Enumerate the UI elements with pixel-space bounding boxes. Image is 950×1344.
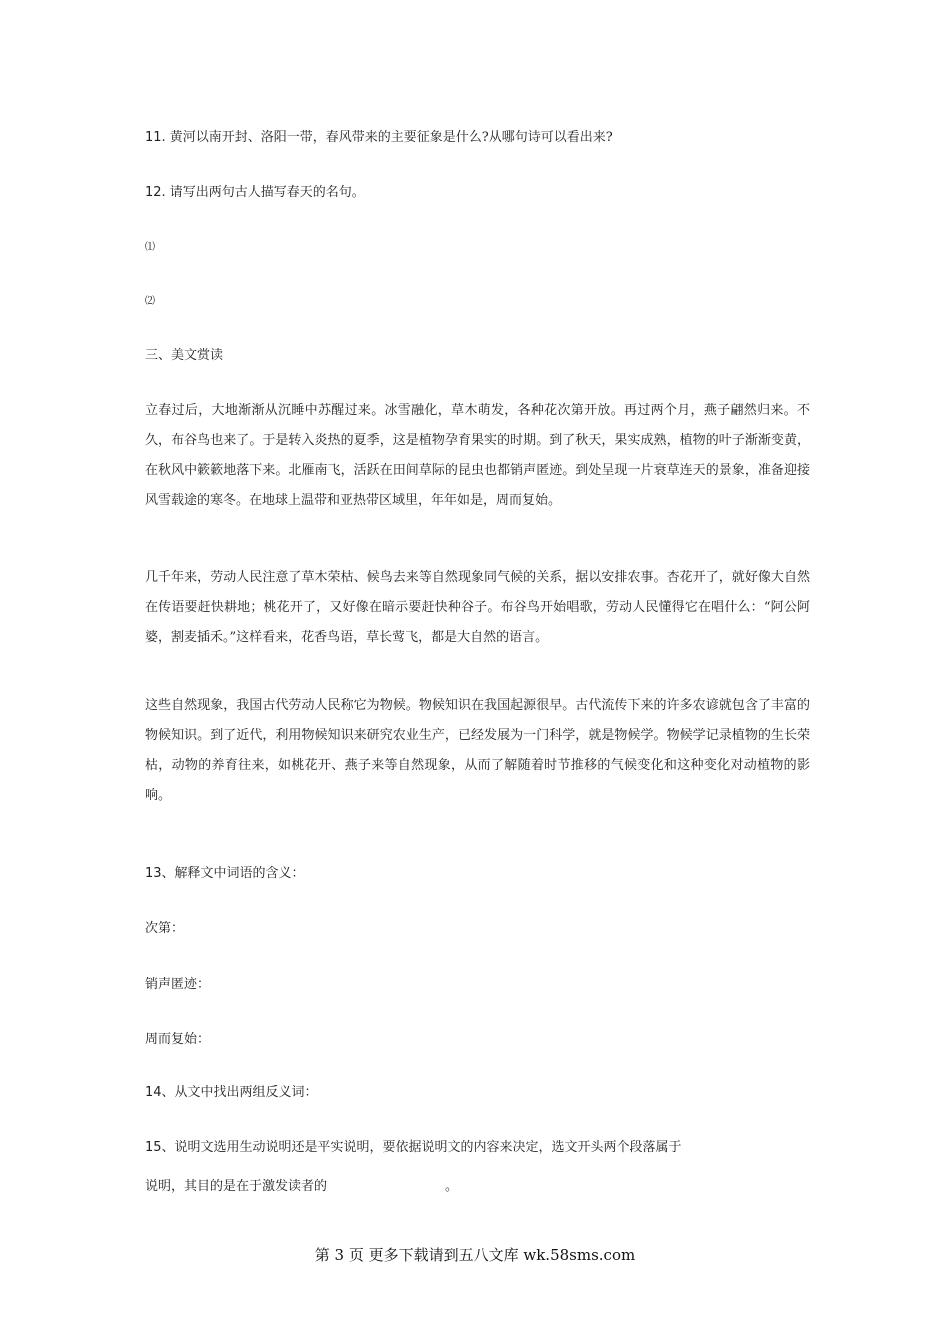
term-xiaoshengniji: 销声匿迹： [145, 977, 211, 992]
question-15 [145, 1138, 682, 1158]
question-text: . 黄河以南开封、洛阳一带，春风带来的主要征象是什么?从哪句诗可以看出来? [161, 130, 613, 145]
question-11 [145, 128, 613, 148]
question-text-end: 。 [445, 1179, 459, 1194]
question-text: 、从文中找出两组反义词： [161, 1085, 318, 1100]
question-14 [145, 1083, 318, 1103]
question-number: 12 [145, 185, 162, 200]
term-cidi: 次第： [145, 921, 185, 936]
paragraph-text: 立春过后，大地渐渐从沉睡中苏醒过来。冰雪融化，草木萌发，各种花次第开放。再过两个月，燕子翩然归来。不久，布谷鸟也来了。于是转入炎热的夏季，这是植物孕育果实的时期。到了秋天，果实成熟，植物的叶子渐渐变黄，在秋风中簌簌地落下来。北雁南飞，活跃在田间草际的昆虫也都销声匿迹。到处呈现一片衰草连天的景象，准备迎接风雪载途的寒冬。在地球上温带和亚热带区域里，年年如是，周而复始。 [145, 403, 810, 508]
question-13 [145, 864, 305, 884]
question-text: 、说明文选用生动说明还是平实说明，要依据说明文的内容来决定，选文开头两个段落属于 [161, 1140, 682, 1155]
question-number: 11 [145, 130, 162, 145]
question-number: 13 [145, 866, 162, 881]
question-text: 说明，其目的是在于激发读者的 [145, 1179, 328, 1194]
passage-paragraph-3 [145, 691, 810, 811]
section-title: 三、美文赏读 [145, 348, 224, 363]
question-12 [145, 183, 365, 203]
passage-paragraph-1 [145, 396, 810, 516]
question-15-continued [145, 1177, 458, 1197]
paragraph-text: 这些自然现象，我国古代劳动人民称它为物候。物候知识在我国起源很早。古代流传下来的许多农谚就包含了丰富的物候知识。到了近代，利用物候知识来研究农业生产，已经发展为一门科学，就是物候学。物候学记录植物的生长荣枯，动物的养育往来，如桃花开、燕子来等自然现象，从而了解随着时节推移的气候变化和这种变化对动植物的影响。 [145, 698, 810, 803]
question-text: . 请写出两句古人描写春天的名句。 [161, 185, 365, 200]
question-text: 、解释文中词语的含义： [161, 866, 305, 881]
question-number: 15 [145, 1140, 162, 1155]
passage-paragraph-2 [145, 563, 810, 653]
paragraph-text: 几千年来，劳动人民注意了草木荣枯、候鸟去来等自然现象同气候的关系，据以安排农事。杏花开了，就好像大自然在传语要赶快耕地；桃花开了，又好像在暗示要赶快种谷子。布谷鸟开始唱歌，劳动人民懂得它在唱什么：“阿公阿婆，割麦插禾。”这样看来，花香鸟语，草长莺飞，都是大自然的语言。 [145, 570, 810, 645]
term-zhouerfushi: 周而复始： [145, 1032, 211, 1047]
answer-line-2: ⑵ [145, 296, 155, 307]
question-number: 14 [145, 1085, 162, 1100]
page-footer: 第 3 页 更多下载请到五八文库 wk.58sms.com [314, 1246, 636, 1264]
answer-line-1: ⑴ [145, 242, 155, 253]
